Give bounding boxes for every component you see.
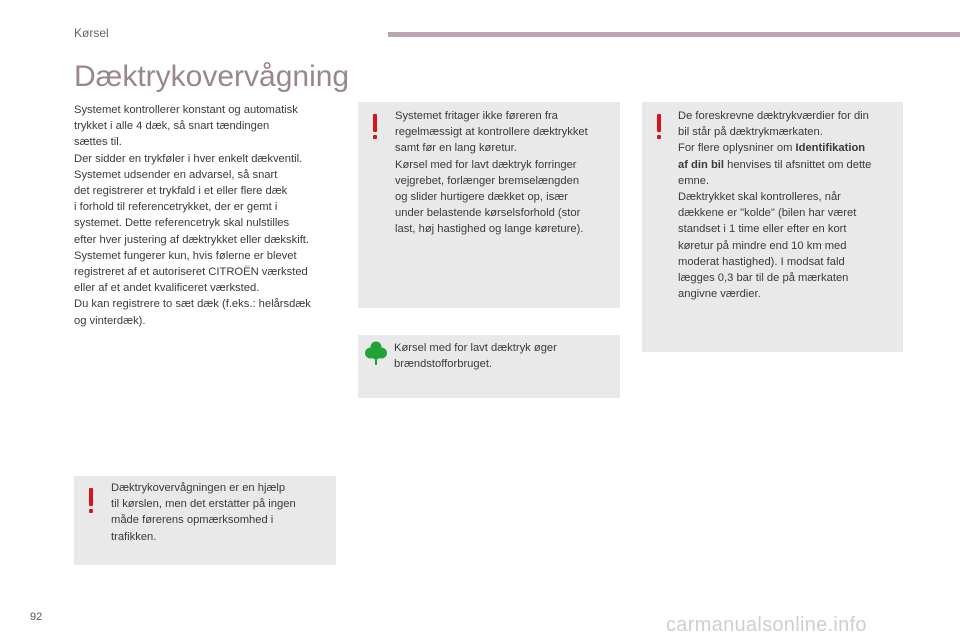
warning-line: For flere oplysniner om Identifikation: [678, 142, 866, 155]
warning-line: til kørslen, men det erstatter på ingen: [111, 498, 296, 511]
warning-line: dækkene er "kolde" (bilen har været: [678, 207, 857, 220]
warning-line: måde førerens opmærksomhed i: [111, 514, 274, 527]
eco-note-box: [358, 335, 620, 398]
warning-line: Dæktrykovervågningen er en hjælp: [111, 482, 286, 494]
warning-line: køretur på mindre end 10 km med: [678, 239, 847, 252]
warning-line: Kørsel med for lavt dæktryk forringer: [395, 158, 577, 171]
watermark: carmanualsonline.info: [666, 614, 867, 636]
intro-line: efter hver justering af dæktrykket eller dækskift.: [74, 233, 310, 246]
intro-line: eller af et andet kvalificeret værksted.: [74, 282, 260, 295]
warning-line: lægges 0,3 bar til de på mærkaten: [678, 272, 849, 285]
warning-line: angivne værdier.: [678, 288, 761, 301]
intro-line: Systemet fungerer kun, hvis følerne er blevet: [74, 249, 297, 262]
warning-line: last, høj hastighed og lange køreture).: [395, 223, 584, 236]
eco-line: brændstofforbruget.: [394, 358, 493, 371]
intro-line: det registrerer et trykfald i et eller flere dæk: [74, 185, 288, 198]
warning-box-assist: [74, 476, 336, 565]
section-label: Kørsel: [74, 26, 109, 40]
warning-line: Dæktrykket skal kontrolleres, når: [678, 191, 841, 204]
intro-paragraph: [74, 102, 342, 329]
link-text-identification: Identifikation: [795, 142, 866, 155]
eco-line: Kørsel med for lavt dæktryk øger: [394, 342, 557, 354]
intro-line: sættes til.: [74, 136, 122, 149]
warning-line: moderat hastighed). I modsat fald: [678, 255, 845, 268]
warning-line: vejgrebet, forlænger bremselængden: [395, 174, 580, 187]
intro-line: Du kan registrere to sæt dæk (f.eks.: helårsdæk: [74, 298, 311, 311]
warning-icon: [370, 114, 380, 140]
eco-leaf-icon: [365, 341, 387, 365]
intro-line: i forhold til referencetrykket, der er gemt i: [74, 201, 278, 214]
intro-line: registreret af et autoriseret CITROËN værksted: [74, 266, 308, 279]
warning-icon: [86, 488, 96, 514]
page-title: Dæktrykovervågning: [74, 60, 350, 93]
warning-line: emne.: [678, 174, 710, 187]
warning-line: Systemet fritager ikke føreren fra: [395, 110, 558, 122]
warning-line: samt før en lang køretur.: [395, 142, 517, 155]
warning-line: standset i 1 time eller efter en kort: [678, 223, 847, 236]
warning-icon: [654, 114, 664, 140]
header-accent-bar: [388, 32, 960, 37]
warning-line: bil står på dæktrykmærkaten.: [678, 126, 823, 139]
intro-line: Der sidder en trykføler i hver enkelt dækventil.: [74, 152, 303, 165]
warning-line: regelmæssigt at kontrollere dæktrykket: [395, 126, 588, 139]
intro-line: systemet. Dette referencetryk skal nulstilles: [74, 217, 290, 230]
intro-line: Systemet udsender en advarsel, så snart: [74, 168, 278, 181]
intro-line: og vinterdæk).: [74, 314, 146, 327]
link-text-identification: af din bil: [678, 158, 724, 171]
warning-box-values: [642, 102, 903, 352]
warning-box-driver: [358, 102, 620, 308]
warning-line: og slider hurtigere dækket op, især: [395, 191, 568, 204]
warning-line: af din bil henvises til afsnittet om dette: [678, 158, 872, 171]
warning-line: trafikken.: [111, 530, 157, 543]
warning-line: De foreskrevne dæktrykværdier for din: [678, 110, 869, 122]
intro-line: trykket i alle 4 dæk, så snart tændingen: [74, 120, 270, 133]
warning-line: under belastende kørselsforhold (stor: [395, 207, 581, 220]
intro-line: Systemet kontrollerer konstant og automatisk: [74, 104, 298, 116]
page-number: 92: [30, 611, 43, 623]
